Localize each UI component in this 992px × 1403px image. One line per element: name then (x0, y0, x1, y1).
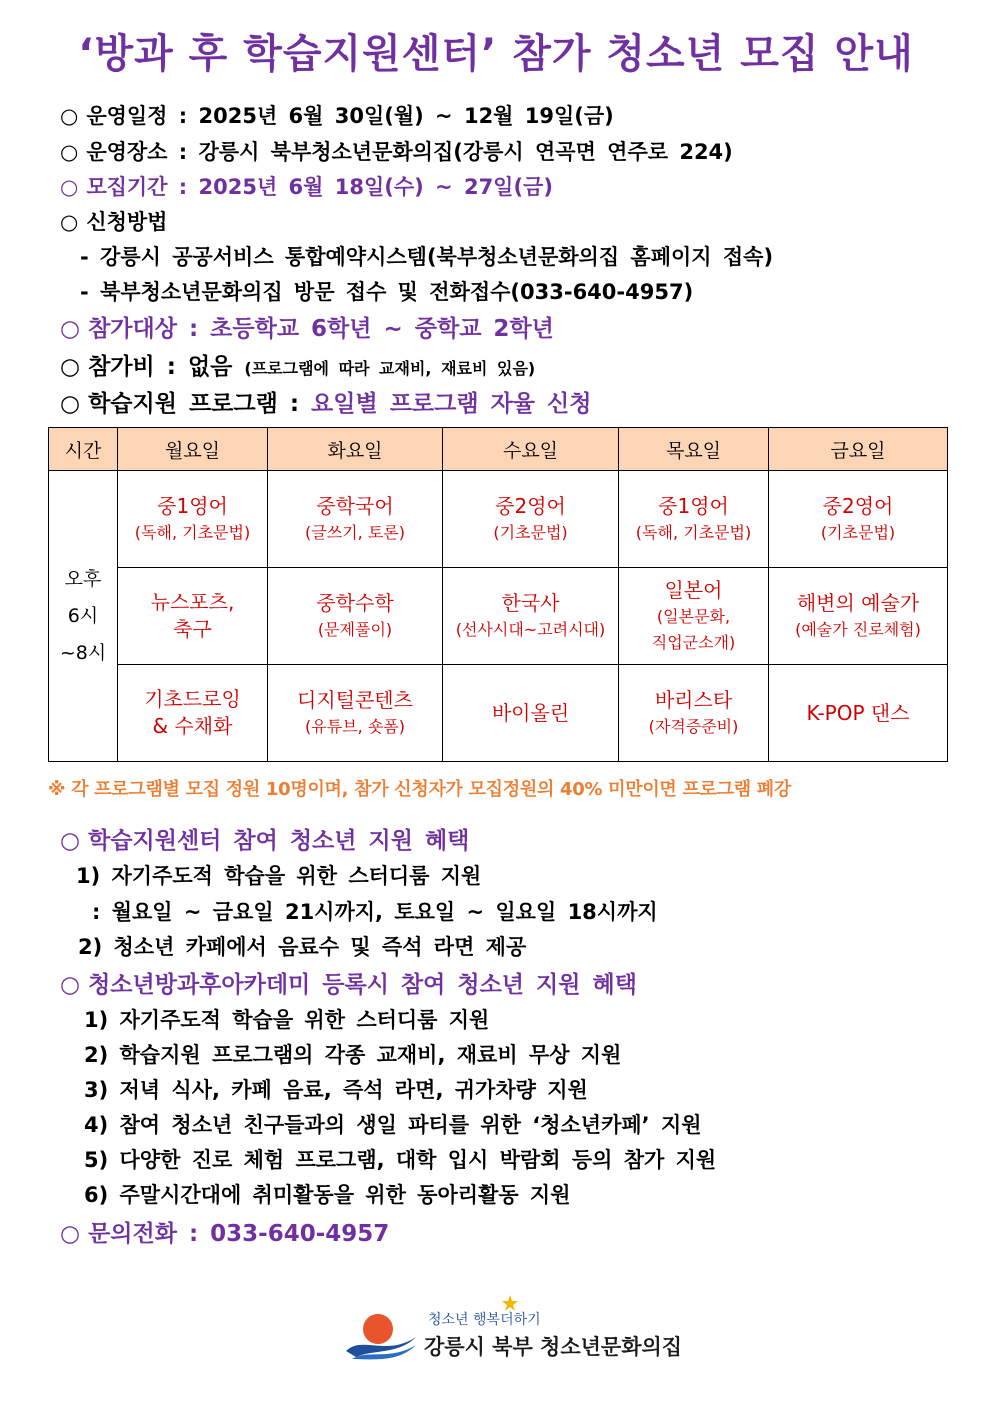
header-tuesday: 화요일 (268, 428, 443, 471)
bullet-icon: ○ (60, 972, 81, 998)
list-item: : 월요일 ~ 금요일 21시까지, 토요일 ~ 일요일 18시까지 (92, 900, 658, 924)
contact-phone: ○ 문의전화 : 033-640-4957 (60, 1221, 390, 1247)
program-name: K-POP 댄스 (806, 700, 910, 725)
program-desc: (자격증준비) (648, 716, 739, 736)
closure-notice: ※ 각 프로그램별 모집 정원 10명이며, 참가 신청자가 모집정원의 40% 미만이면 프로그램 폐강 (48, 779, 791, 800)
info-target: ○ 참가대상 : 초등학교 6학년 ~ 중학교 2학년 (60, 316, 554, 342)
program-name-line2: & 수채화 (152, 714, 233, 738)
center-logo (342, 1293, 683, 1373)
program-name: 일본어 (664, 577, 723, 602)
list-item: 1) 자기주도적 학습을 위한 스터디룸 지원 (84, 1008, 490, 1032)
sun-wave-logo-icon (342, 1293, 422, 1373)
program-desc: (유튜브, 숏폼) (305, 716, 405, 736)
program-cell (118, 665, 268, 762)
program-name: 중1영어 (658, 493, 729, 518)
program-name: 중2영어 (495, 493, 566, 518)
bullet-icon: ○ (60, 175, 79, 199)
info-fee: ○ 참가비 : 없음 (프로그램에 따라 교재비, 재료비 있음) (60, 354, 536, 380)
program-cell (268, 568, 443, 665)
program-desc: (일본문화, (656, 606, 731, 626)
bullet-icon: ○ (60, 354, 81, 380)
program-schedule-table (48, 427, 948, 762)
program-cell (268, 471, 443, 568)
logo-name: 강릉시 북부 청소년문화의집 (424, 1335, 683, 1359)
list-item: 1) 자기주도적 학습을 위한 스터디룸 지원 (76, 864, 482, 888)
program-name: 기초드로잉 (144, 687, 241, 711)
program-desc: (기초문법) (493, 522, 568, 542)
fee-note: (프로그램에 따라 교재비, 재료비 있음) (244, 359, 536, 378)
info-program: ○ 학습지원 프로그램 : 요일별 프로그램 자율 신청 (60, 391, 592, 417)
table-header-row (49, 428, 948, 471)
bullet-icon: ○ (60, 1221, 81, 1247)
info-schedule: ○ 운영일정 : 2025년 6월 30일(월) ~ 12월 19일(금) (60, 104, 614, 128)
list-item: 4) 참여 청소년 친구들과의 생일 파티를 위한 ‘청소년카페’ 지원 (84, 1113, 702, 1137)
program-desc-line2: 직업군소개) (651, 632, 736, 652)
program-cell (769, 568, 948, 665)
list-item: 2) 청소년 카페에서 음료수 및 즉석 라면 제공 (78, 935, 527, 959)
program-name: 바리스타 (654, 687, 733, 712)
logo-slogan: 청소년 행복더하기 (428, 1312, 541, 1328)
program-cell (619, 471, 769, 568)
center-benefits-heading: ○ 학습지원센터 참여 청소년 지원 혜택 (60, 828, 470, 854)
bullet-icon: ○ (60, 391, 81, 417)
program-name: 중학수학 (316, 590, 394, 615)
list-item: 3) 저녁 식사, 카페 음료, 즉석 라면, 귀가차량 지원 (84, 1078, 588, 1102)
bullet-icon: ○ (60, 316, 81, 342)
list-item: 6) 주말시간대에 취미활동을 위한 동아리활동 지원 (84, 1183, 571, 1207)
program-cell (443, 568, 619, 665)
program-name: 바이올린 (491, 700, 570, 725)
program-cell (443, 471, 619, 568)
table-row (49, 471, 948, 568)
program-name-line2: 축구 (173, 617, 212, 641)
program-cell (268, 665, 443, 762)
bullet-icon: ○ (60, 104, 79, 128)
program-desc: (독해, 기초문법) (134, 522, 251, 542)
program-name: 해변의 예술가 (796, 590, 920, 615)
info-apply-method: ○ 신청방법 (60, 210, 168, 234)
header-thursday: 목요일 (619, 428, 769, 471)
academy-benefits-heading: ○ 청소년방과후아카데미 등록시 참여 청소년 지원 혜택 (60, 972, 637, 998)
program-desc: (글쓰기, 토론) (305, 522, 405, 542)
program-name: 디지털콘텐츠 (297, 687, 413, 712)
program-cell (443, 665, 619, 762)
apply-method-online: - 강릉시 공공서비스 통합예약시스템(북부청소년문화의집 홈페이지 접속) (80, 245, 774, 269)
page-title: ‘방과 후 학습지원센터’ 참가 청소년 모집 안내 (78, 31, 914, 77)
program-name: 중1영어 (157, 493, 228, 518)
program-name: 중2영어 (822, 493, 894, 518)
program-cell (619, 568, 769, 665)
header-time: 시간 (49, 428, 118, 471)
bullet-icon: ○ (60, 140, 79, 164)
apply-method-visit: - 북부청소년문화의집 방문 접수 및 전화접수(033-640-4957) (80, 280, 694, 304)
program-cell (619, 665, 769, 762)
info-location: ○ 운영장소 : 강릉시 북부청소년문화의집(강릉시 연곡면 연주로 224) (60, 140, 733, 164)
program-cell (118, 568, 268, 665)
table-row (49, 665, 948, 762)
time-cell: 오후 6시 ~8시 (49, 471, 118, 762)
list-item: 2) 학습지원 프로그램의 각종 교재비, 재료비 무상 지원 (84, 1043, 622, 1067)
program-cell (118, 471, 268, 568)
list-item: 5) 다양한 진로 체험 프로그램, 대학 입시 박람회 등의 참가 지원 (84, 1148, 717, 1172)
program-desc: (독해, 기초문법) (635, 522, 752, 542)
bullet-icon: ○ (60, 210, 79, 234)
info-recruit-period: ○ 모집기간 : 2025년 6월 18일(수) ~ 27일(금) (60, 175, 553, 199)
program-cell (769, 665, 948, 762)
program-desc: (예술가 진로체험) (795, 619, 921, 639)
program-cell (769, 471, 948, 568)
program-name: 한국사 (501, 590, 560, 615)
header-friday: 금요일 (769, 428, 948, 471)
program-name: 뉴스포츠, (150, 590, 235, 614)
program-desc: (기초문법) (820, 522, 896, 542)
table-row (49, 568, 948, 665)
bullet-icon: ○ (60, 828, 81, 854)
program-desc: (문제풀이) (317, 619, 393, 639)
header-monday: 월요일 (118, 428, 268, 471)
header-wednesday: 수요일 (443, 428, 619, 471)
program-desc: (선사시대~고려시대) (455, 619, 606, 639)
program-name: 중학국어 (316, 493, 394, 518)
